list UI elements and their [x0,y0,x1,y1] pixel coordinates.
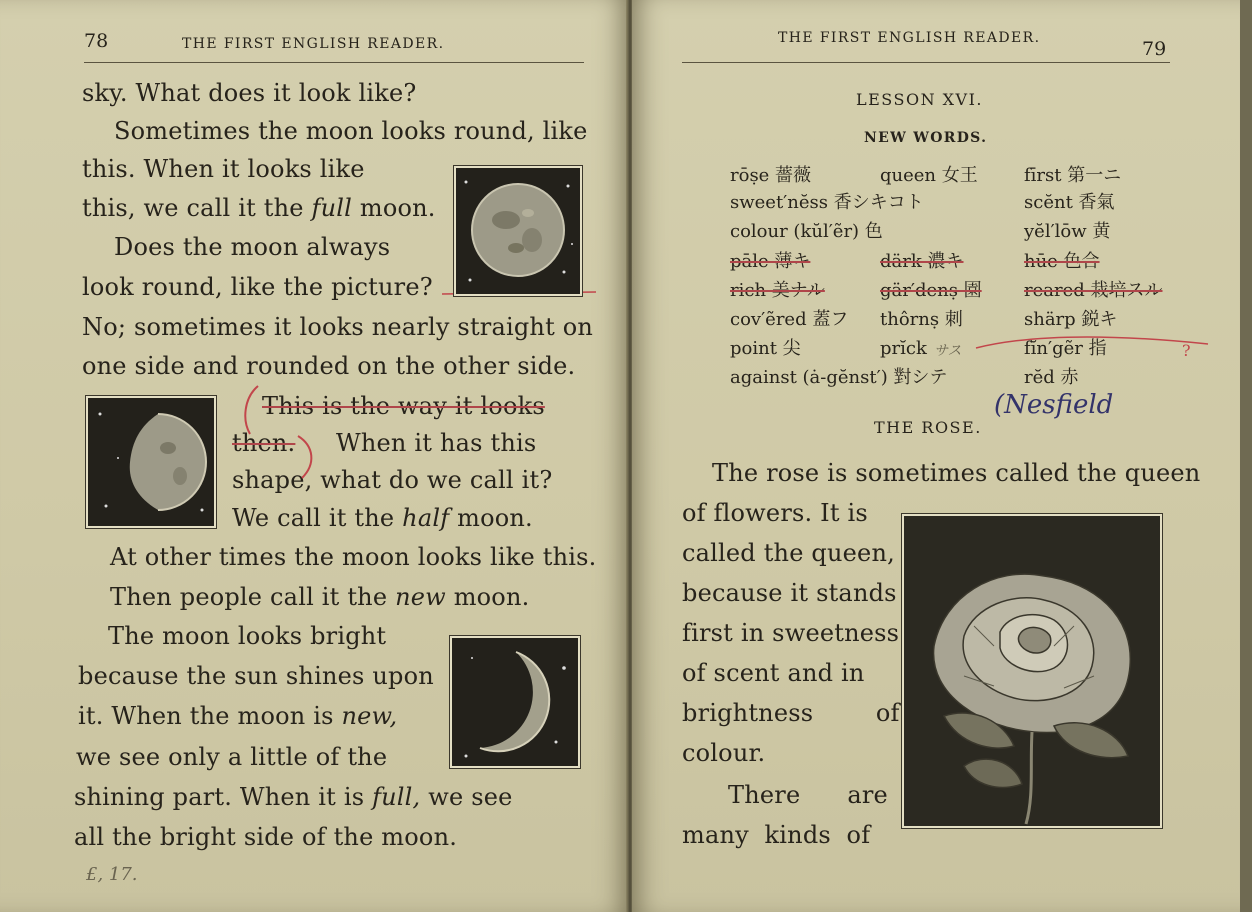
text-line: shape, what do we call it? [232,466,553,494]
vocab-word: därk 濃キ [880,251,964,272]
vocab-word: hūe 色合 [1024,251,1100,272]
vocab-word: thôrnṣ 刺 [880,309,963,330]
half-moon-image [86,396,216,528]
vocab-word: gär′denṣ 園 [880,280,982,301]
text-line: When it has this [336,429,537,457]
text-line: Does the moon always [114,233,391,261]
text-line: look round, like the picture? [82,273,433,301]
vocab-word: point 尖 [730,338,801,359]
story-line: There are [728,781,888,809]
pencil-note: £, 17. [86,864,138,885]
story-line: called the queen, [682,539,895,567]
red-pencil-curve [972,328,1212,358]
right-page [632,0,1240,912]
page-number: 78 [84,30,109,52]
story-line: colour. [682,739,766,767]
page-number: 79 [1142,38,1167,60]
text-line: At other times the moon looks like this. [110,543,597,571]
text-line: this. When it looks like [82,155,365,183]
text-line: it. When the moon is new, [78,702,398,730]
story-line: of flowers. It is [682,499,868,527]
vocab-word: rich 美ナル [730,280,825,301]
vocab-word: against (ȧ-gĕnst′) 對シテ [730,367,948,388]
text-line: No; sometimes it looks nearly straight on [82,313,594,341]
red-bracket-marks [236,380,326,470]
text-line: The moon looks bright [108,622,387,650]
vocab-word: fĭn′gẽr 指 [1024,338,1107,359]
vocab-word: scĕnt 香氣 [1024,192,1115,213]
story-line: of scent and in [682,659,865,687]
vocab-word: pāle 薄キ [730,251,811,272]
story-line: many kinds of [682,821,871,849]
header-rule [682,62,1170,63]
text-line: we see only a little of the [76,743,388,771]
text-line: because the sun shines upon [78,662,434,690]
new-moon-image [450,636,580,768]
svg-text:?: ? [1182,341,1191,358]
text-line: shining part. When it is full, we see [74,783,513,811]
vocab-word: cov′ẽred 蓋フ [730,309,849,330]
text-line: sky. What does it look like? [82,79,417,107]
vocab-word: reared 栽培スル [1024,280,1163,301]
rose-image [902,514,1162,828]
running-header: THE FIRST ENGLISH READER. [182,36,445,52]
text-line: this, we call it the full moon. [82,194,436,222]
pencil-gloss: サス [934,343,962,359]
struck-text: then. [232,429,296,457]
text-line: Then people call it the new moon. [110,583,530,611]
handwritten-note: (Nesfield [994,390,1114,420]
full-moon-image [454,166,582,296]
vocab-word: yĕl′lōw 黄 [1024,221,1111,242]
vocab-word: queen 女王 [880,165,978,186]
struck-text: This is the way it looks [262,392,545,420]
text-line: all the bright side of the moon. [74,823,458,851]
story-line: The rose is sometimes called the queen [712,459,1201,487]
text-line: Sometimes the moon looks round, like [114,117,588,145]
new-words-heading: NEW WORDS. [864,130,988,146]
text-line: We call it the half moon. [232,504,533,532]
header-rule [84,62,584,63]
text-line: one side and rounded on the other side. [82,352,576,380]
running-header: THE FIRST ENGLISH READER. [778,30,1041,46]
story-line: brightness of [682,699,900,727]
lesson-title: LESSON XVI. [856,90,983,109]
vocab-word: prĭck [880,338,927,359]
story-line: first in sweetness [682,619,900,647]
vocab-word: rōṣe 薔薇 [730,165,812,186]
vocab-word: fīrst 第一ニ [1024,165,1122,186]
story-line: because it stands [682,579,897,607]
vocab-word: shärp 鋭キ [1024,309,1118,330]
vocab-word: rĕd 赤 [1024,367,1079,388]
vocab-word: sweet′nĕss 香シキコト [730,192,924,213]
vocab-word: colour (kŭl′ẽr) 色 [730,221,883,242]
story-title: THE ROSE. [874,418,982,437]
